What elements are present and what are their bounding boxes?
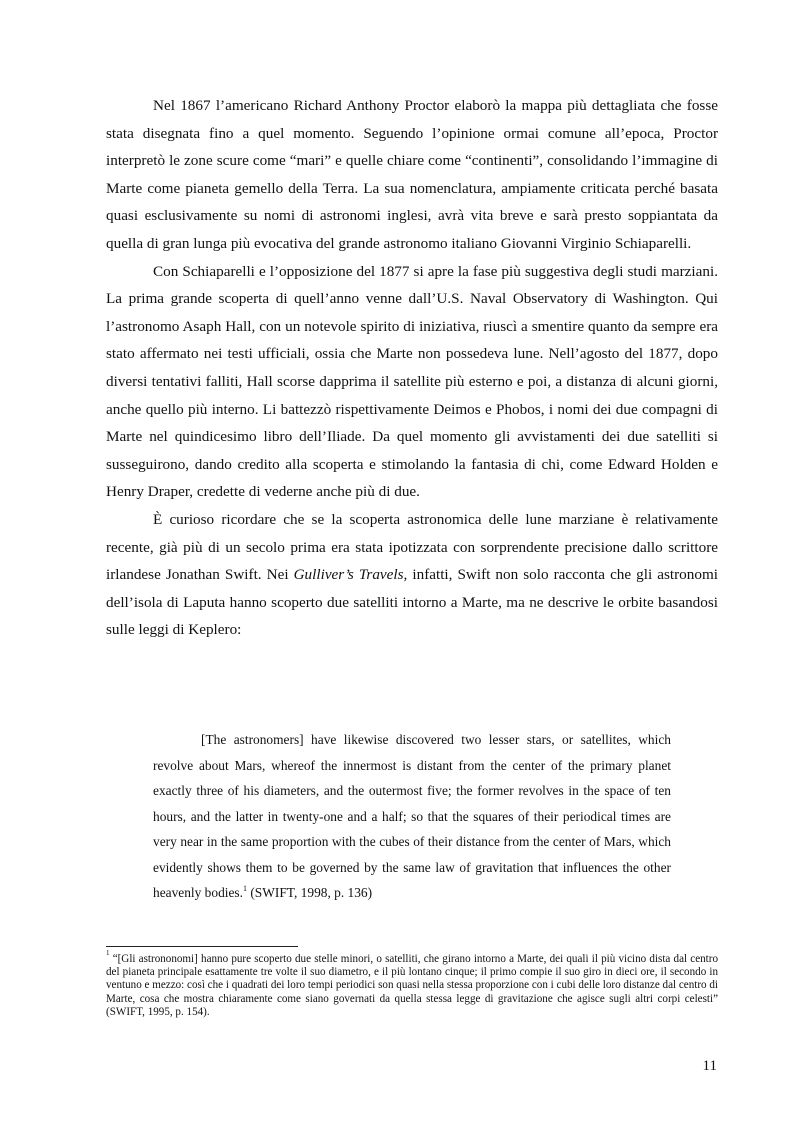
footnote-reference[interactable]: 1	[243, 883, 247, 893]
book-title-italic: Gulliver’s Travels	[293, 566, 404, 584]
paragraph-schiaparelli: Con Schiaparelli e l’opposizione del 1877 si apre la fase più suggestiva degli studi marziani. La prima grande scoperta di quell’anno venne dall’U.S. Naval Observatory di Washington. Qui l’astronomo Asaph Hall, con un notevole spirito di iniziativa, riuscì a smentire quanto da sempre era stato affermato nei testi ufficiali, ossia che Marte non possedeva lune. Nell’agosto del 1877, dopo diversi tentativi falliti, Hall scorse dapprima il satellite più esterno e poi, a distanza di alcuni giorni, anche quello più interno. Li battezzò rispettivamente Deimos e Phobos, i nomi dei due compagni di Marte nel quindicesimo libro dell’Iliade. Da quel momento gli avvistamenti dei due satelliti si susseguirono, dando credito alla scoperta e stimolando la fantasia di chi, come Edward Holden e Henry Draper, credette di vederne anche più di due.	[106, 262, 718, 501]
quote-text: [The astronomers] have likewise discovered two lesser stars, or satellites, which revolve about Mars, whereof the innermost is distant from the center of the primary planet exactly three of his diameters, and the outermost five; the former revolves in the space of ten hours, and the latter in twenty-one and a half; so that the squares of their periodical times are very near in the same proportion with the cubes of their distance from the center of Mars, which evidently shows them to be governed by the same law of gravitation that influences the other heavenly bodies.	[153, 732, 671, 900]
paragraph-swift-text-before: È curioso ricordare che se la scoperta astronomica delle lune marziane è relativamente recente, già più di un secolo prima era stata ipotizzata con sorprendente precisione dallo scrittore irlandese Jonathan Swift. Nei	[106, 510, 718, 584]
footnote	[106, 949, 718, 1019]
main-text	[106, 92, 718, 644]
footnote-text: “[Gli astrononomi] hanno pure scoperto due stelle minori, o satelliti, che girano intorno a Marte, dei quali il più vicino dista dal centro del pianeta principale esattamente tre volte il suo diametro, e il più lontano cinque; il primo compie il suo giro in dieci ore, il secondo in ventuno e mezzo: così che i quadrati dei loro tempi periodici son quasi nella stessa proporzione con i cubi delle loro distanze dal centro di Marte, cosa che mostra chiaramente come siano governati da quella stessa legge di gravitazione che agisce sugli altri corpi celesti” (SWIFT, 1995, p. 154).	[106, 953, 718, 1018]
paragraph-swift-text-after: , infatti, Swift non solo racconta che gli astronomi dell’isola di Laputa hanno scoperto due satelliti intorno a Marte, ma ne descrive le orbite basandosi sulle leggi di Keplero:	[106, 566, 718, 639]
quote-citation: (SWIFT, 1998, p. 136)	[247, 885, 373, 900]
block-quote	[153, 727, 671, 906]
page-number: 11	[702, 1058, 717, 1074]
paragraph-swift	[106, 506, 718, 644]
paragraph-proctor: Nel 1867 l’americano Richard Anthony Proctor elaborò la mappa più dettagliata che fosse stata disegnata fino a quel momento. Seguendo l’opinione ormai comune all’epoca, Proctor interpretò le zone scure come “mari” e quelle chiare come “continenti”, consolidando l’immagine di Marte come pianeta gemello della Terra. La sua nomenclatura, ampiamente criticata perché basata quasi esclusivamente su nomi di astronomi inglesi, avrà vita breve e sarà presto soppiantata da quella di gran lunga più evocativa del grande astronomo italiano Giovanni Virginio Schiaparelli.	[106, 97, 718, 252]
footnote-separator	[106, 946, 298, 947]
footnote-number: 1	[106, 949, 110, 958]
